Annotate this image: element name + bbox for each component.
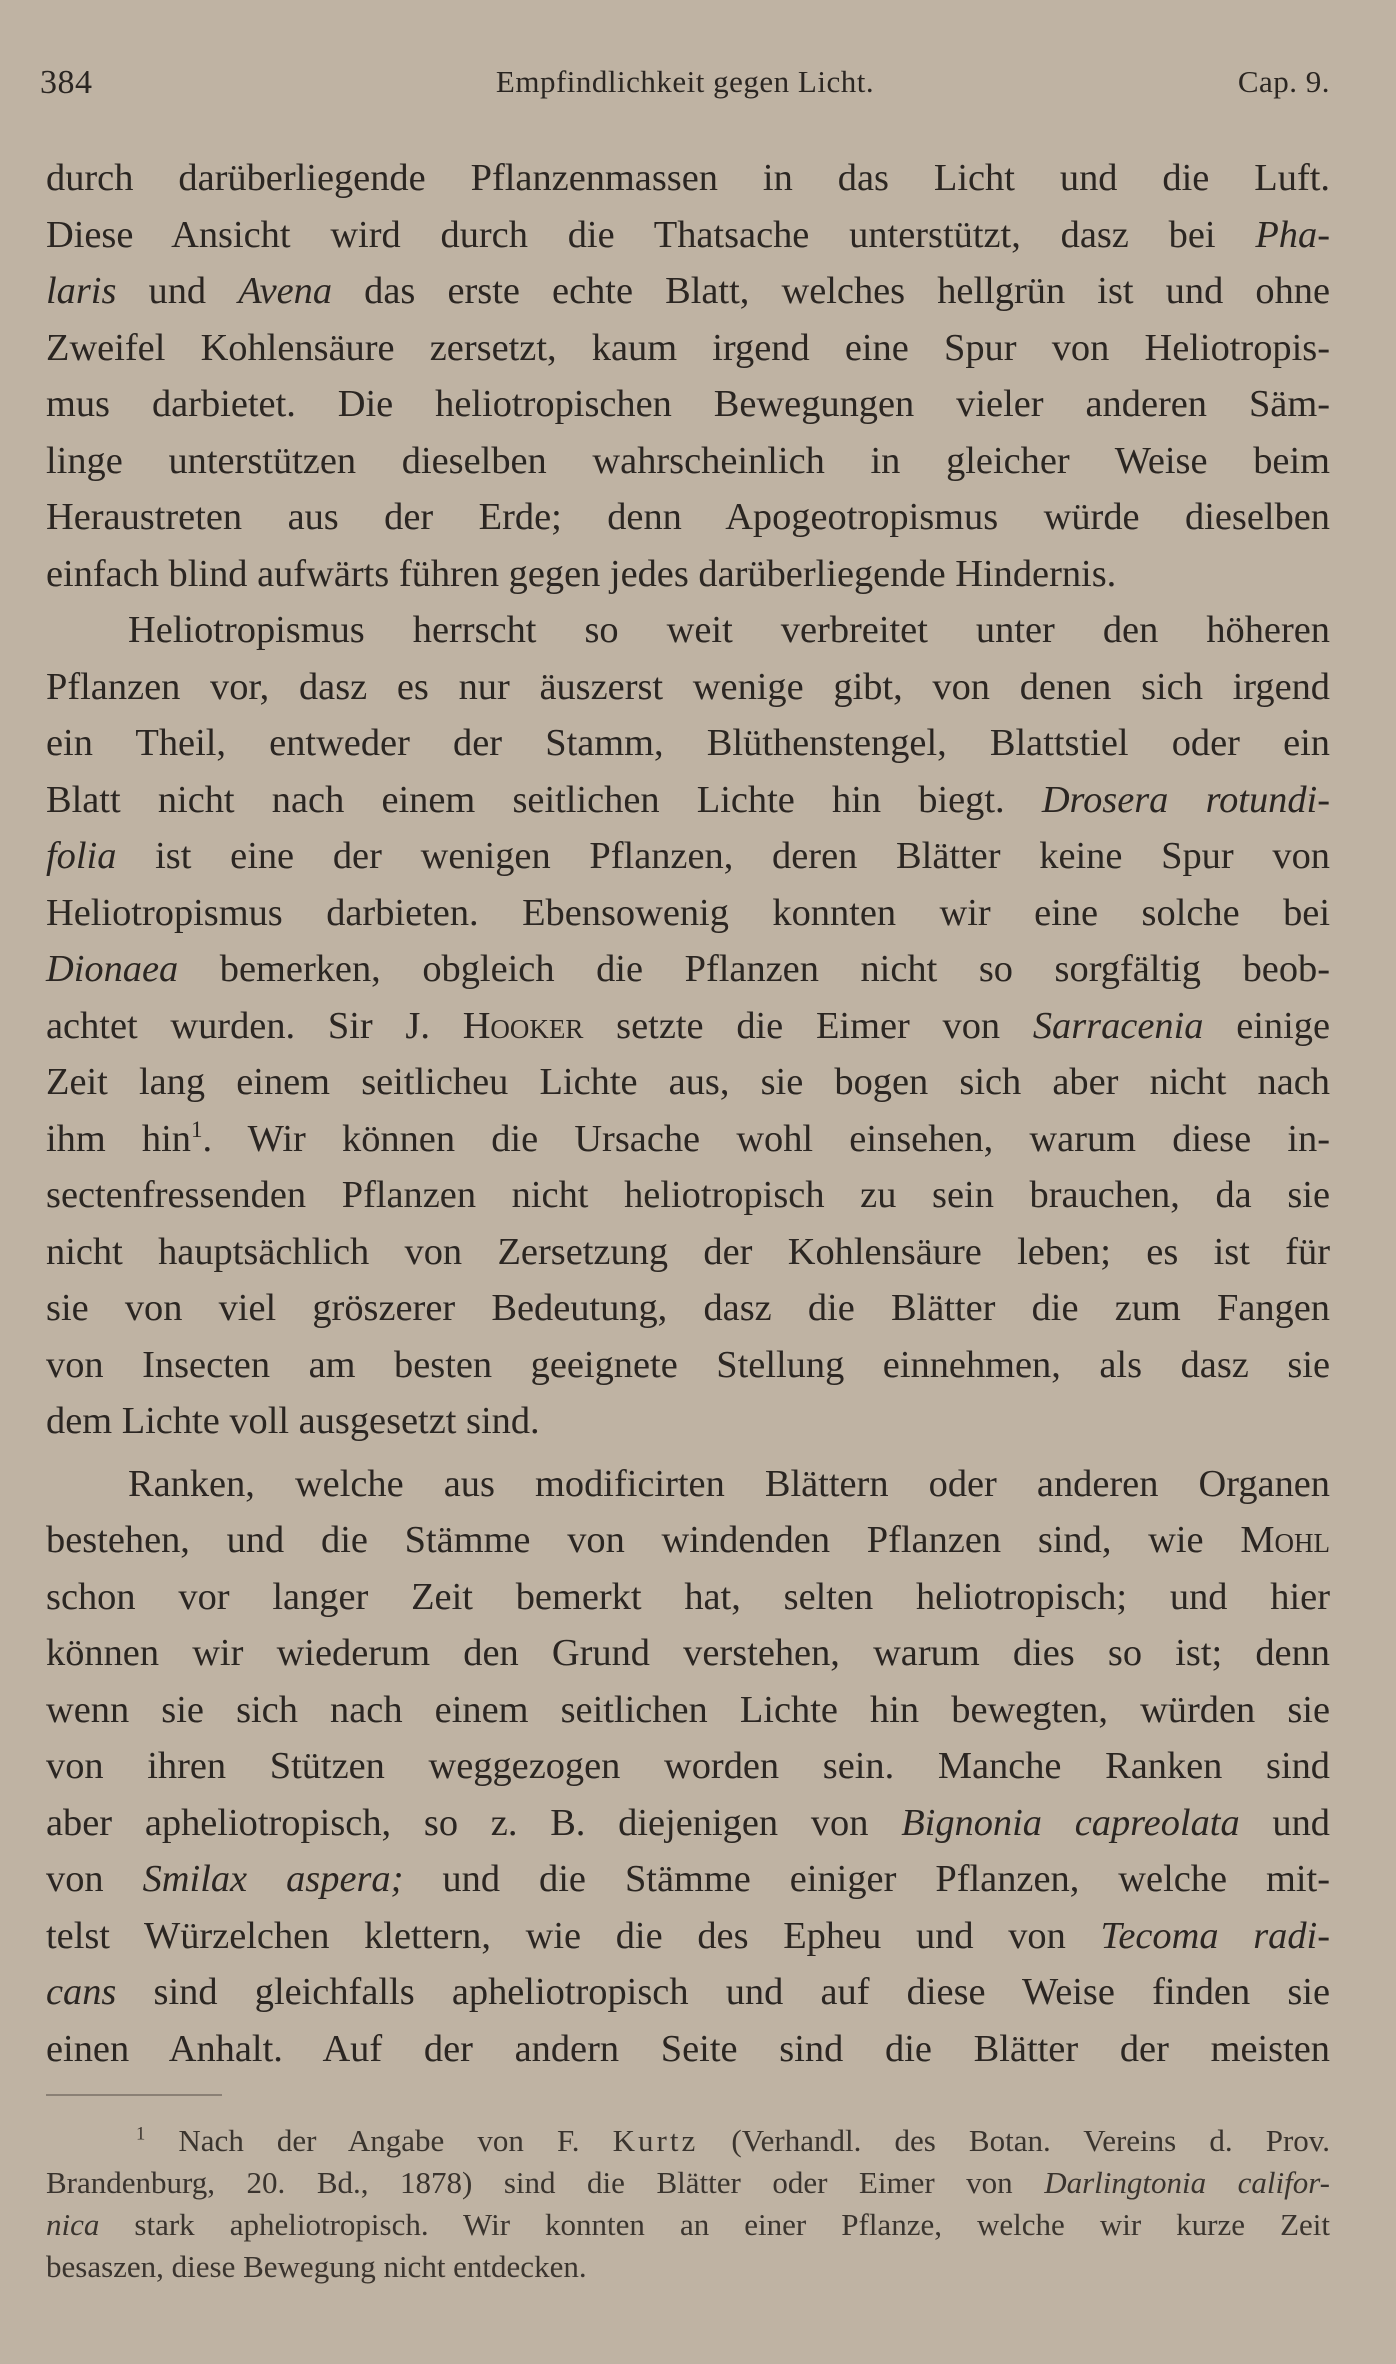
text-line: Blatt nicht nach einem seitlichen Lichte hin biegt. Drosera rotundi-: [46, 778, 1330, 821]
text-line: telst Würzelchen klettern, wie die des Epheu und von Tecoma radi-: [46, 1914, 1330, 1957]
text-line: dem Lichte voll ausgesetzt sind.: [46, 1400, 540, 1442]
text-line: sectenfressenden Pflanzen nicht heliotropisch zu sein brauchen, da sie: [46, 1174, 1330, 1216]
text-line: Diese Ansicht wird durch die Thatsache unterstützt, dasz bei Pha-: [46, 213, 1330, 256]
text-line: Zweifel Kohlensäure zersetzt, kaum irgend eine Spur von Heliotropis-: [46, 326, 1330, 369]
footnote-line: $^1$ Nach der Angabe von F. Kurtz (Verhandl. des Botan. Vereins d. Prov.: [136, 2123, 1330, 2158]
page-header: [40, 64, 1330, 114]
text-line: achtet wurden. Sir J. Hooker setzte die Eimer von Sarracenia einige: [46, 1004, 1330, 1047]
text-line: Heliotropismus darbieten. Ebensowenig konnten wir eine solche bei: [46, 891, 1330, 934]
chapter-label: Cap. 9.: [1237, 64, 1330, 99]
text-line: laris und Avena das erste echte Blatt, welches hellgrün ist und ohne: [46, 270, 1330, 312]
text-line: ein Theil, entweder der Stamm, Blüthenstengel, Blattstiel oder ein: [46, 722, 1330, 764]
text-line: Pflanzen vor, dasz es nur äuszerst wenige gibt, von denen sich irgend: [46, 665, 1330, 708]
text-line: schon vor langer Zeit bemerkt hat, selten heliotropisch; und hier: [46, 1575, 1330, 1618]
text-line: nicht hauptsächlich von Zersetzung der Kohlensäure leben; es ist für: [46, 1230, 1330, 1273]
running-title: Empfindlichkeit gegen Licht.: [495, 64, 875, 99]
text-line: sie von viel gröszerer Bedeutung, dasz die Blätter die zum Fangen: [46, 1287, 1330, 1329]
text-line: wenn sie sich nach einem seitlichen Lichte hin bewegten, würden sie: [46, 1688, 1330, 1731]
text-line: durch darüberliegende Pflanzenmassen in das Licht und die Luft.: [46, 157, 1330, 199]
text-line: Ranken, welche aus modificirten Blättern oder anderen Organen: [128, 1462, 1330, 1505]
main-text: [46, 150, 1330, 2077]
text-line: folia ist eine der wenigen Pflanzen, deren Blätter keine Spur von: [46, 835, 1330, 877]
footnote-line: Brandenburg, 20. Bd., 1878) sind die Blätter oder Eimer von Darlingtonia califor-: [46, 2165, 1330, 2200]
text-line: von Smilax aspera; und die Stämme einiger Pflanzen, welche mit-: [46, 1858, 1331, 1900]
text-line: Zeit lang einem seitlicheu Lichte aus, sie bogen sich aber nicht nach: [46, 1061, 1330, 1103]
text-line: linge unterstützen dieselben wahrscheinlich in gleicher Weise beim: [46, 439, 1330, 482]
text-line: können wir wiederum den Grund verstehen, warum dies so ist; denn: [46, 1632, 1330, 1674]
text-line: einfach blind aufwärts führen gegen jedes darüberliegende Hindernis.: [46, 552, 1117, 595]
footnote-marker: 1: [191, 1115, 203, 1142]
text-line: Heraustreten aus der Erde; denn Apogeotropismus würde dieselben: [46, 496, 1330, 538]
footnote-line: nica stark apheliotropisch. Wir konnten an einer Pflanze, welche wir kurze Zeit: [46, 2207, 1330, 2242]
text-line: Dionaea bemerken, obgleich die Pflanzen nicht so sorgfältig beob-: [46, 948, 1330, 990]
text-line: einen Anhalt. Auf der andern Seite sind die Blätter der meisten: [46, 2027, 1330, 2070]
text-line: mus darbietet. Die heliotropischen Bewegungen vieler anderen Säm-: [46, 383, 1330, 425]
page-number: 384: [40, 64, 93, 101]
text-line: Heliotropismus herrscht so weit verbreitet unter den höheren: [128, 609, 1330, 651]
text-line: ihm hin$^1$. Wir können die Ursache wohl einsehen, warum diese in-: [46, 1115, 1330, 1160]
text-line: von ihren Stützen weggezogen worden sein. Manche Ranken sind: [46, 1745, 1330, 1787]
footnote-line: besaszen, diese Bewegung nicht entdecken.: [46, 2249, 587, 2284]
text-line: cans sind gleichfalls apheliotropisch und auf diese Weise finden sie: [46, 1971, 1330, 2013]
footnotes: [46, 2120, 1330, 2288]
footnote-divider: [46, 2094, 222, 2096]
text-line: aber apheliotropisch, so z. B. diejenigen von Bignonia capreolata und: [46, 1801, 1330, 1844]
text-line: bestehen, und die Stämme von windenden Pflanzen sind, wie Mohl: [46, 1519, 1330, 1561]
text-line: von Insecten am besten geeignete Stellung einnehmen, als dasz sie: [46, 1343, 1330, 1386]
